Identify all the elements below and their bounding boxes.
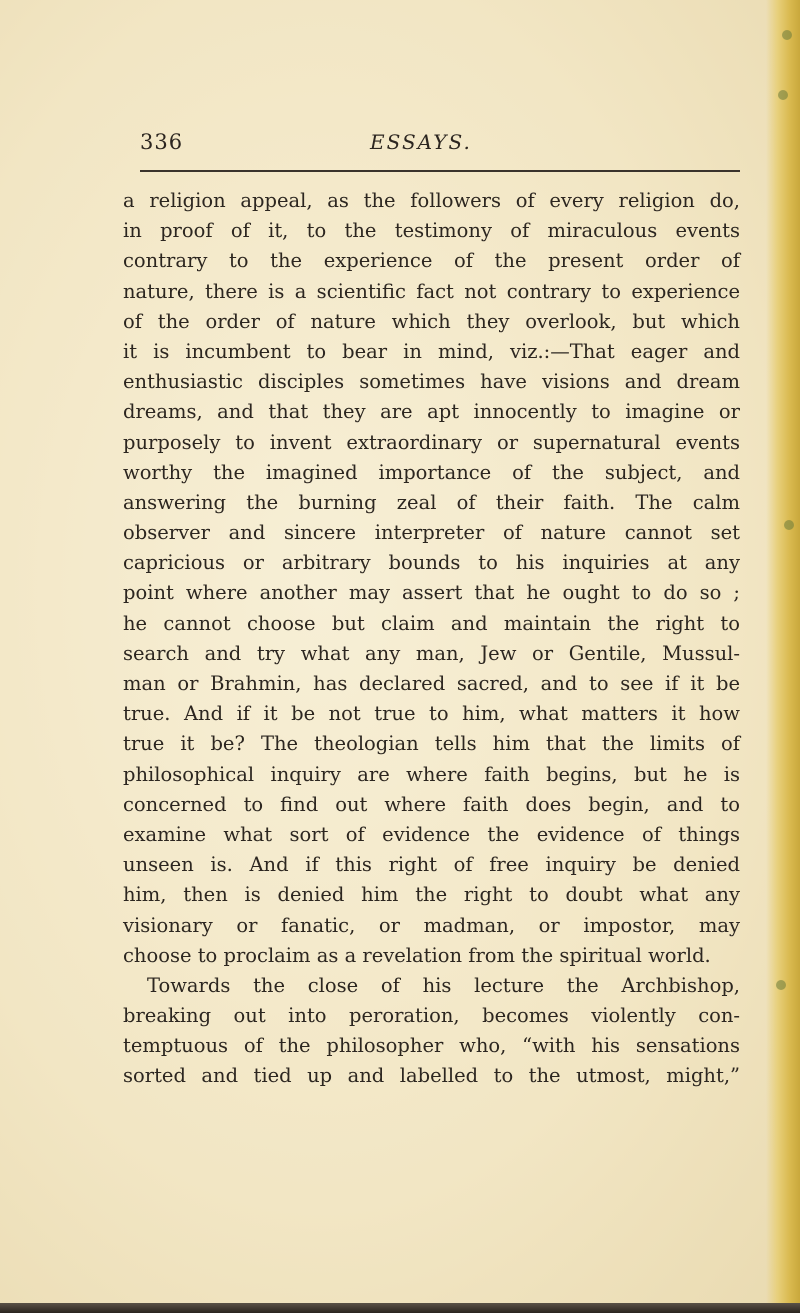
text-line: choose to proclaim as a revelation from the spiritual world. bbox=[123, 943, 711, 967]
text-line: unseen is. And if this right of free inquiry be denied bbox=[123, 853, 740, 877]
text-line: man or Brahmin, has declared sacred, and to see if it be bbox=[123, 672, 740, 695]
text-line: temptuous of the philosopher who, “with his sensations bbox=[123, 1034, 740, 1058]
edge-stain bbox=[784, 520, 794, 530]
text-line: dreams, and that they are apt innocently to imagine or bbox=[123, 400, 740, 424]
text-line: nature, there is a scientific fact not contrary to experience bbox=[123, 279, 740, 303]
text-line: observer and sincere interpreter of nature cannot set bbox=[123, 521, 740, 545]
text-line: worthy the imagined importance of the subject, and bbox=[123, 460, 740, 484]
header-rule bbox=[140, 170, 740, 172]
text-line: answering the burning zeal of their faith. The calm bbox=[123, 490, 740, 514]
text-line: visionary or fanatic, or madman, or impostor, may bbox=[123, 913, 740, 937]
body-text bbox=[123, 186, 740, 1092]
text-line: search and try what any man, Jew or Gentile, Mussul- bbox=[123, 641, 740, 665]
page-number: 336 bbox=[140, 130, 184, 154]
text-line: breaking out into peroration, becomes violently con- bbox=[123, 1004, 740, 1028]
text-line: point where another may assert that he ought to do so ; bbox=[123, 581, 740, 605]
text-line: of the order of nature which they overlook, but which bbox=[123, 309, 740, 333]
page-edge-right bbox=[766, 0, 800, 1313]
page-edge-bottom bbox=[0, 1303, 800, 1313]
text-line: philosophical inquiry are where faith begins, but he is bbox=[123, 762, 740, 786]
text-line: enthusiastic disciples sometimes have visions and dream bbox=[123, 370, 740, 394]
edge-stain bbox=[778, 90, 788, 100]
text-line: purposely to invent extraordinary or supernatural events bbox=[123, 430, 740, 454]
text-line: examine what sort of evidence the evidence of things bbox=[123, 822, 740, 846]
edge-stain bbox=[782, 30, 792, 40]
text-line: a religion appeal, as the followers of every religion do, bbox=[123, 189, 740, 212]
page-header bbox=[140, 130, 740, 160]
text-line: concerned to find out where faith does begin, and to bbox=[123, 792, 740, 816]
edge-stain bbox=[776, 980, 786, 990]
text-line: it is incumbent to bear in mind, viz.:—That eager and bbox=[123, 339, 740, 363]
text-line: capricious or arbitrary bounds to his inquiries at any bbox=[123, 551, 740, 575]
text-line: true. And if it be not true to him, what matters it how bbox=[123, 702, 740, 726]
text-line-paragraph-start: Towards the close of his lecture the Archbishop, bbox=[147, 973, 740, 997]
text-line: sorted and tied up and labelled to the utmost, might,” bbox=[123, 1064, 740, 1088]
text-line: in proof of it, to the testimony of miraculous events bbox=[123, 219, 740, 243]
running-title: ESSAYS. bbox=[370, 130, 472, 154]
text-line: him, then is denied him the right to doubt what any bbox=[123, 883, 740, 907]
text-line: true it be? The theologian tells him that the limits of bbox=[123, 732, 740, 756]
text-line: contrary to the experience of the present order of bbox=[123, 249, 740, 273]
text-line: he cannot choose but claim and maintain the right to bbox=[123, 611, 740, 635]
